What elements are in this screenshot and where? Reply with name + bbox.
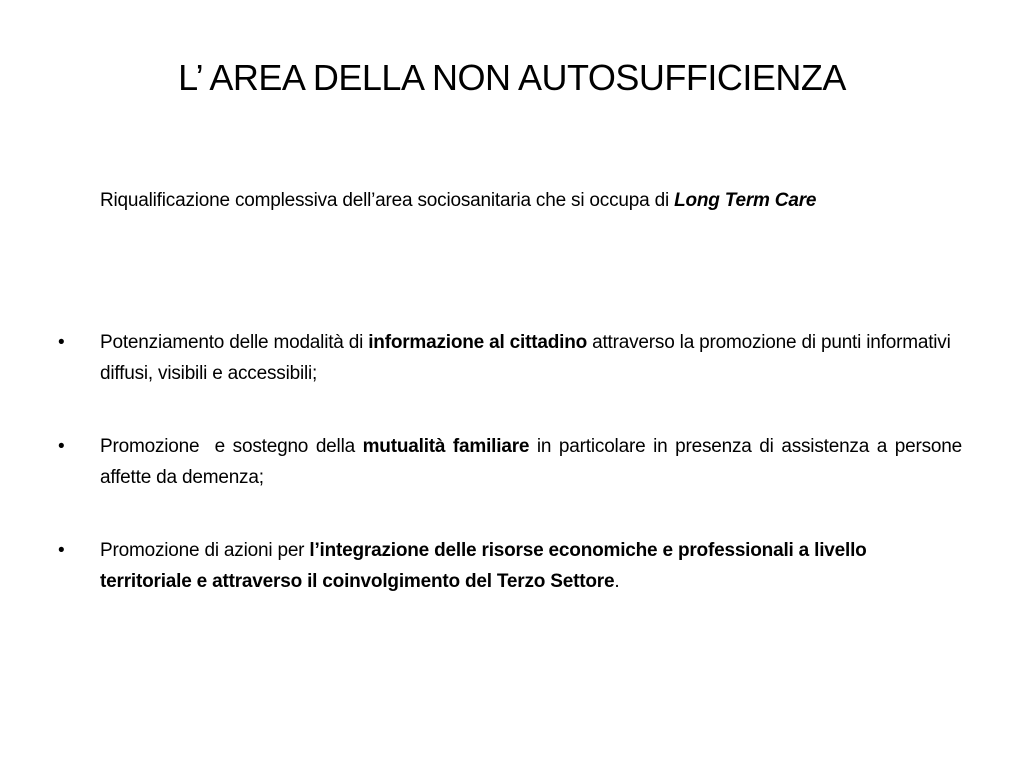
bullet-item-mutuality	[58, 431, 962, 493]
intro-paragraph	[100, 186, 962, 216]
bullet-text-before: Promozione e sostegno della	[100, 436, 363, 457]
bullet-icon: •	[58, 540, 65, 561]
intro-emphasis: Long Term Care	[674, 190, 817, 211]
intro-text: Riqualificazione complessiva dell’area sociosanitaria che si occupa di	[100, 190, 675, 211]
bullet-text-bold: mutualità familiare	[362, 436, 530, 457]
bullet-list	[58, 327, 962, 597]
bullet-item-integration	[58, 535, 962, 597]
bullet-text-before: Promozione di azioni per	[100, 540, 310, 561]
bullet-text-after: attraverso la promozione di punti informativi diffusi, visibili e accessibili;	[100, 332, 951, 384]
bullet-item-information	[58, 327, 962, 389]
bullet-text-before: Potenziamento delle modalità di	[100, 332, 369, 353]
bullet-icon: •	[58, 332, 65, 353]
bullet-icon: •	[58, 436, 65, 457]
slide-title: L’ AREA DELLA NON AUTOSUFFICIENZA	[178, 57, 846, 98]
bullet-text-after: .	[614, 571, 620, 592]
bullet-text-bold: informazione al cittadino	[368, 332, 588, 353]
bullet-text-after: in particolare in presenza di assistenza a persone affette da demenza;	[100, 436, 963, 488]
bullet-text-bold: l’integrazione delle risorse economiche e professionali a livello territoriale e attraverso il coinvolgimento del Terzo Settore	[100, 540, 867, 592]
